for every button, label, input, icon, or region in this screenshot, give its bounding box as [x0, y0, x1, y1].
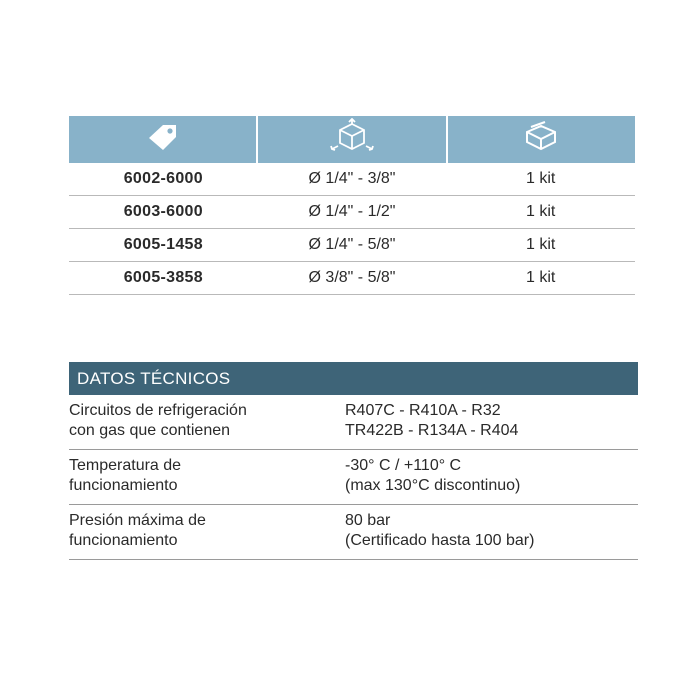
spec-value — [345, 401, 638, 441]
header-cell-code — [69, 116, 256, 163]
product-code: 6003-6000 — [123, 203, 203, 220]
product-qty: 1 kit — [526, 269, 556, 286]
spec-label-line: funcionamiento — [69, 532, 178, 549]
spec-row — [69, 505, 638, 560]
table-row — [69, 262, 635, 295]
spec-label-line: con gas que contienen — [69, 422, 231, 439]
spec-row — [69, 395, 638, 450]
spec-label — [69, 511, 345, 551]
product-code: 6005-1458 — [123, 236, 203, 253]
spec-label-line: Temperatura de — [69, 457, 182, 474]
product-qty: 1 kit — [526, 203, 556, 220]
spec-value-line: -30° C / +110° C — [345, 457, 462, 474]
product-qty: 1 kit — [526, 170, 556, 187]
spec-value-line: (Certificado hasta 100 bar) — [345, 532, 535, 549]
spec-label — [69, 401, 345, 441]
product-size: Ø 1/4" - 5/8" — [308, 236, 396, 253]
spec-label-line: funcionamiento — [69, 477, 178, 494]
spec-label-line: Presión máxima de — [69, 512, 206, 529]
box-dimensions-icon — [329, 118, 375, 161]
section-title: DATOS TÉCNICOS — [69, 362, 638, 395]
product-table-header — [69, 116, 635, 163]
spec-row — [69, 450, 638, 505]
product-code: 6002-6000 — [123, 170, 203, 187]
product-table — [69, 116, 635, 295]
header-cell-size — [256, 116, 445, 163]
spec-value-line: 80 bar — [345, 512, 391, 529]
header-cell-qty — [446, 116, 635, 163]
table-row — [69, 163, 635, 196]
product-qty: 1 kit — [526, 236, 556, 253]
spec-value-line: R407C - R410A - R32 — [345, 402, 501, 419]
table-row — [69, 229, 635, 262]
product-code: 6005-3858 — [123, 269, 203, 286]
technical-data-section — [69, 362, 638, 560]
spec-label — [69, 456, 345, 496]
table-row — [69, 196, 635, 229]
tag-icon — [146, 122, 180, 157]
product-size: Ø 1/4" - 3/8" — [308, 170, 396, 187]
package-icon — [521, 120, 561, 159]
spec-value-line: TR422B - R134A - R404 — [345, 422, 519, 439]
spec-value — [345, 456, 638, 496]
spec-label-line: Circuitos de refrigeración — [69, 402, 247, 419]
product-size: Ø 3/8" - 5/8" — [308, 269, 396, 286]
product-size: Ø 1/4" - 1/2" — [308, 203, 396, 220]
spec-value — [345, 511, 638, 551]
spec-value-line: (max 130°C discontinuo) — [345, 477, 521, 494]
